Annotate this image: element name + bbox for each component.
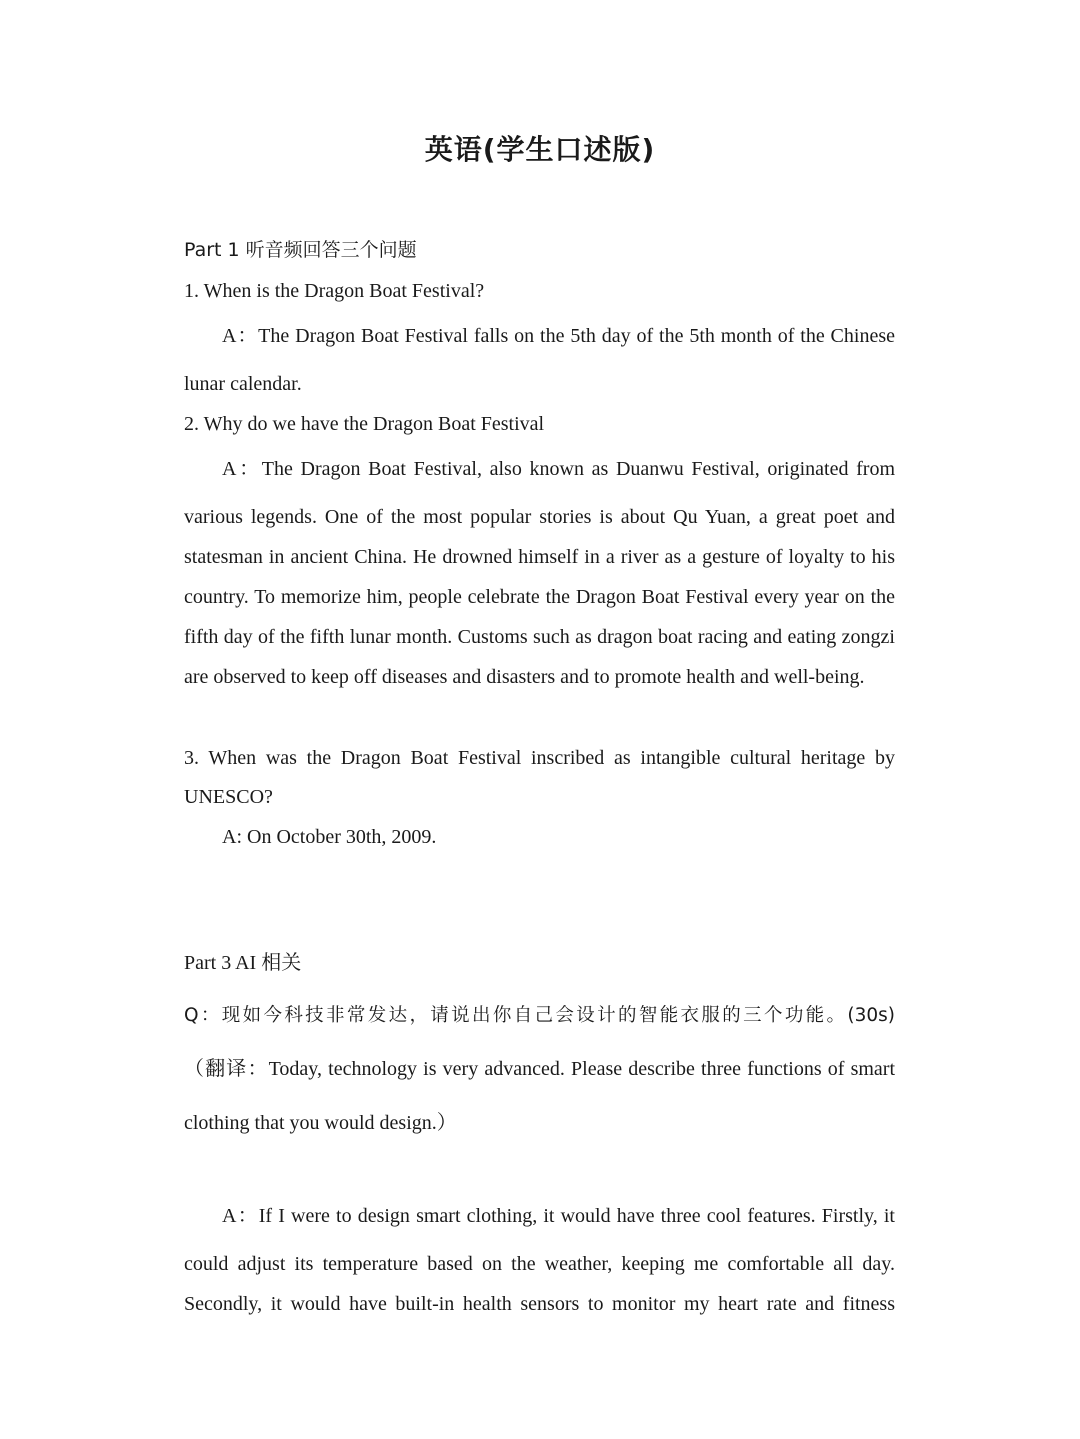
answer-2-line: statesman in ancient China. He drowned himself in a river as a gesture of loyalty to his (184, 546, 895, 568)
answer-2-line: various legends. One of the most popular stories is about Qu Yuan, a great poet and (184, 506, 895, 528)
answer-2-line: are observed to keep off diseases and disasters and to promote health and well-being. (184, 666, 865, 688)
part3-heading: Part 3 AI 相关 (184, 952, 302, 974)
answer-1-line: lunar calendar. (184, 373, 302, 395)
part3-question: Q：现如今科技非常发达，请说出你自己会设计的智能衣服的三个功能。(30s) (184, 1005, 895, 1026)
answer-3: A: On October 30th, 2009. (222, 826, 437, 848)
answer-2-line: country. To memorize him, people celebrate the Dragon Boat Festival every year on the (184, 586, 895, 608)
answer-2-line: A：The Dragon Boat Festival, also known as Duanwu Festival, originated from (222, 458, 895, 480)
answer-1-line: A：The Dragon Boat Festival falls on the 5th day of the 5th month of the Chinese (222, 325, 895, 347)
question-1: 1. When is the Dragon Boat Festival? (184, 280, 485, 302)
part3-answer-line: A：If I were to design smart clothing, it would have three cool features. Firstly, it (222, 1205, 895, 1227)
part3-answer-line: Secondly, it would have built-in health sensors to monitor my heart rate and fitness (184, 1293, 895, 1315)
part1-heading: Part 1 听音频回答三个问题 (184, 239, 417, 261)
question-3-line: 3. When was the Dragon Boat Festival inscribed as intangible cultural heritage by (184, 747, 895, 769)
question-3-line: UNESCO? (184, 786, 273, 808)
part3-translation-line: （翻译：Today, technology is very advanced. Please describe three functions of smart (184, 1058, 895, 1080)
answer-2-line: fifth day of the fifth lunar month. Customs such as dragon boat racing and eating zongzi (184, 626, 895, 648)
part3-answer-line: could adjust its temperature based on the weather, keeping me comfortable all day. (184, 1253, 895, 1275)
question-2: 2. Why do we have the Dragon Boat Festival (184, 413, 545, 435)
part3-translation-line: clothing that you would design.） (184, 1112, 457, 1134)
document-title: 英语(学生口述版) (424, 133, 656, 166)
